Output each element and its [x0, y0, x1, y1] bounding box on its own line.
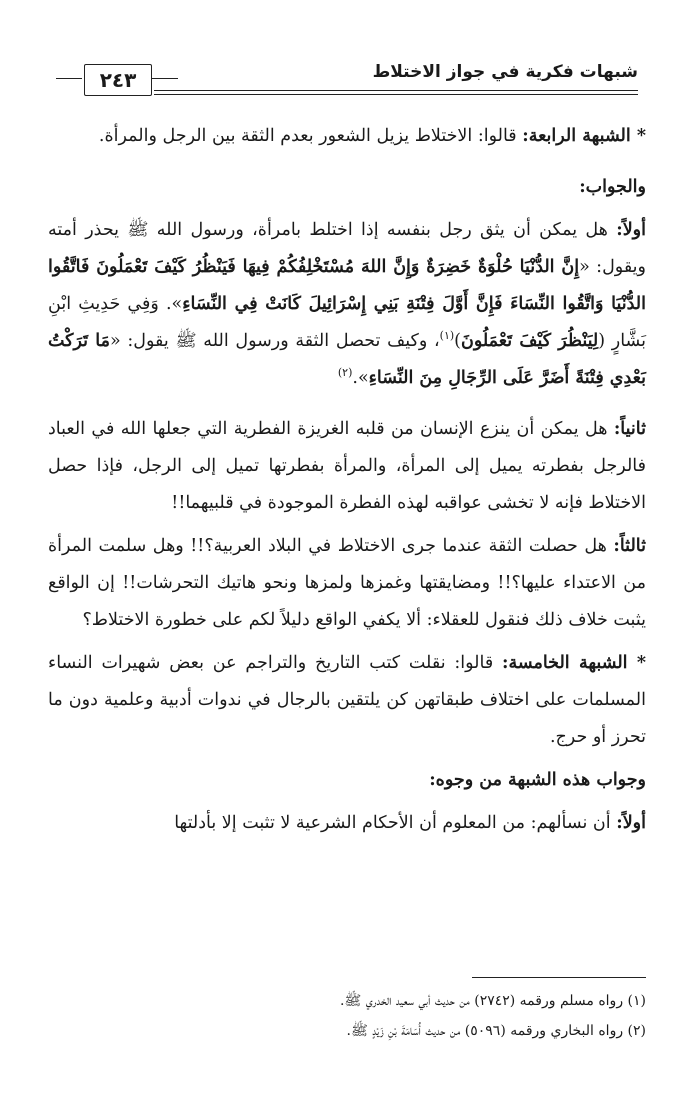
header-rule-thin [154, 94, 638, 95]
footnote-1: (١) رواه مسلم ورقمه (٢٧٤٢) من حديث أبي سعيد الخدري ﷺ. [339, 993, 646, 1009]
paragraph-text: ». [352, 368, 369, 388]
footnote-2: (٢) رواه البخاري ورقمه (٥٠٩٦) من حديث أُسَامَةَ بْنِ زَيْدٍ ﷺ. [346, 1023, 646, 1039]
page-body [48, 118, 646, 848]
paragraph-second-point [48, 411, 646, 522]
paragraph-text: ». وَفِي حَدِيثِ ابْنِ بَشَّارٍ ( [48, 294, 647, 351]
paragraph-label: ثانياً: [613, 419, 646, 439]
footnotes [48, 986, 646, 1046]
paragraph-first-point: أولاً: هل يمكن أن يثق رجل بنفسه إذا اختلط بامرأة، ورسول الله ﷺ يحذر أمته ويقول: «إِنَّ الدُّنْيَا حُلْوَةٌ خَضِرَةٌ وَإِنَّ اللهَ مُسْتَخْلِفُكُمْ فِيهَا فَيَنْظُرُ كَيْفَ تَعْمَلُونَ فَاتَّقُوا الدُّنْيَا وَاتَّقُوا النِّسَاءَ فَإِنَّ أَوَّلَ فِتْنَةِ بَنِي إِسْرَائِيلَ كَانَتْ فِي النِّسَاءِ». وَفِي حَدِيثِ ابْنِ بَشَّارٍ (لِيَنْظُرَ كَيْفَ تَعْمَلُونَ)$^{(١)}$، وكيف تحصل الثقة ورسول الله ﷺ يقول: «مَا تَرَكْتُ بَعْدِي فِتْنَةً أَضَرَّ عَلَى الرِّجَالِ مِنَ النِّسَاءِ».$^{(٢)}$ [48, 220, 647, 388]
paragraph-label: ثالثاً: [613, 536, 646, 556]
paragraph-fifth-doubt [48, 645, 646, 756]
footnote-separator [472, 977, 646, 978]
paragraph-text: هل يمكن أن يثق رجل بنفسه إذا اختلط بامرأة، ورسول الله ﷺ يحذر أمته ويقول: « [48, 220, 646, 277]
paragraph-answer-heading-2 [48, 762, 646, 799]
section-heading: وجواب هذه الشبهة من وجوه: [429, 770, 646, 790]
page-header [56, 56, 638, 96]
paragraph-first-reply [48, 805, 646, 842]
page-number: ٢٤٣ [84, 64, 152, 96]
paragraph-label: * الشبهة الرابعة: [522, 126, 646, 146]
section-heading: والجواب: [579, 177, 646, 197]
paragraph-label: أولاً: [616, 813, 646, 833]
paragraph-text: قالوا: الاختلاط يزيل الشعور بعدم الثقة بين الرجل والمرأة. [98, 126, 517, 146]
paragraph-text: أن نسألهم: من المعلوم أن الأحكام الشرعية لا تثبت إلا بأدلتها [174, 813, 611, 833]
paragraph-text: ، وكيف تحصل الثقة ورسول الله ﷺ يقول: « [109, 331, 440, 351]
footnote-ref: (٢) [337, 366, 353, 380]
paragraph-label: أولاً: [616, 220, 646, 240]
hadith-quote: مَا تَرَكْتُ بَعْدِي فِتْنَةً أَضَرَّ عَلَى الرِّجَالِ مِنَ النِّسَاءِ [48, 331, 646, 388]
paragraph-answer-heading [48, 169, 646, 206]
paragraph-third-point [48, 528, 646, 639]
paragraph-fourth-doubt [48, 118, 646, 155]
paragraph-label: * الشبهة الخامسة: [502, 653, 646, 673]
hadith-quote: إِنَّ الدُّنْيَا حُلْوَةٌ خَضِرَةٌ وَإِنَّ اللهَ مُسْتَخْلِفُكُمْ فِيهَا فَيَنْظُرُ كَيْفَ تَعْمَلُونَ فَاتَّقُوا الدُّنْيَا وَاتَّقُوا النِّسَاءَ فَإِنَّ أَوَّلَ فِتْنَةِ بَنِي إِسْرَائِيلَ كَانَتْ فِي النِّسَاءِ [48, 257, 646, 314]
page-number-ornament-right [152, 78, 178, 79]
header-rule [154, 90, 638, 91]
paragraph-text: قالوا: نقلت كتب التاريخ والتراجم عن بعض شهيرات النساء المسلمات على اختلاف طبقاتهن كن يلتقين بالرجال في ندوات أدبية وعلمية دون ما تحرز أو حرج. [48, 653, 646, 747]
running-title: شبهات فكرية في جواز الاختلاط [372, 62, 638, 82]
paragraph-text: هل يمكن أن ينزع الإنسان من قلبه الغريزة الفطرية التي جعلها الله في العباد فالرجل بفطرته يميل إلى المرأة، والمرأة بفطرتها تميل إلى الرجل، فإذا حصل الاختلاط فإنه لا تخشى عواقبه لهذه الفطرة الموجودة في قلبيهما!! [48, 419, 646, 513]
paragraph-text: هل حصلت الثقة عندما جرى الاختلاط في البلاد العربية؟!! وهل سلمت المرأة من الاعتداء عليها؟!! ومضايقتها وغمزها ولمزها ونحو هاتيك التحرشات!! إن الواقع يثبت خلاف ذلك فنقول للعقلاء: ألا يكفي الواقع دليلاً لكم على خطورة الاختلاط؟ [48, 536, 646, 630]
hadith-quote: لِيَنْظُرَ كَيْفَ تَعْمَلُونَ [461, 331, 599, 351]
footnote-ref: (١) [439, 329, 455, 343]
page-number-ornament-left [56, 78, 82, 79]
